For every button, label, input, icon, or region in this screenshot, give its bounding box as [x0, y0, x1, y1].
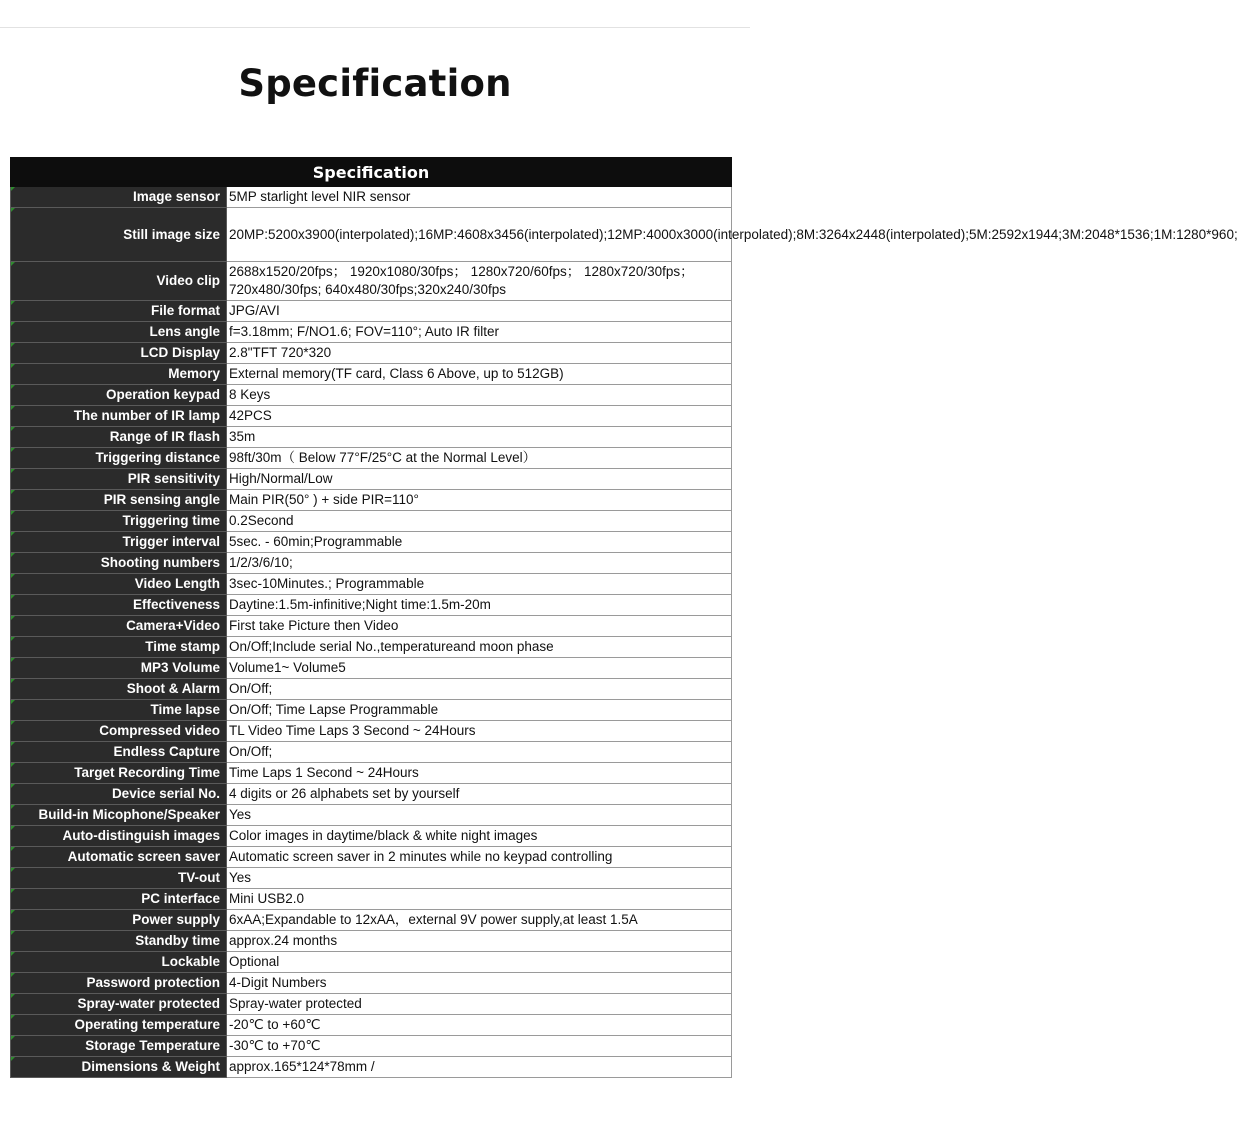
spec-label: Target Recording Time [11, 763, 227, 784]
spec-label: Image sensor [11, 187, 227, 208]
spec-label: Shooting numbers [11, 553, 227, 574]
spec-value: JPG/AVI [227, 301, 732, 322]
spec-value: On/Off; Time Lapse Programmable [227, 700, 732, 721]
spec-label: Effectiveness [11, 595, 227, 616]
spec-value: 35m [227, 427, 732, 448]
spec-value: Volume1~ Volume5 [227, 658, 732, 679]
spec-value: First take Picture then Video [227, 616, 732, 637]
spec-row [11, 490, 732, 511]
spec-label: Memory [11, 364, 227, 385]
page-title: Specification [238, 62, 512, 105]
spec-row [11, 385, 732, 406]
spec-row [11, 343, 732, 364]
spec-label: Camera+Video [11, 616, 227, 637]
spec-label: Time lapse [11, 700, 227, 721]
spec-value: Automatic screen saver in 2 minutes while no keypad controlling [227, 847, 732, 868]
spec-label: Build-in Micophone/Speaker [11, 805, 227, 826]
spec-label: Dimensions & Weight [11, 1057, 227, 1078]
spec-row [11, 364, 732, 385]
spec-label: Triggering distance [11, 448, 227, 469]
spec-label: Endless Capture [11, 742, 227, 763]
spec-row [11, 616, 732, 637]
spec-row [11, 847, 732, 868]
spec-value: 2688x1520/20fps； 1920x1080/30fps； 1280x720/60fps； 1280x720/30fps； 720x480/30fps; 640x480/30fps;320x240/30fps [227, 262, 732, 301]
spec-value: 6xAA;Expandable to 12xAA，external 9V power supply,at least 1.5A [227, 910, 732, 931]
spec-row [11, 595, 732, 616]
spec-value: 5MP starlight level NIR sensor [227, 187, 732, 208]
spec-value: Optional [227, 952, 732, 973]
spec-value: 0.2Second [227, 511, 732, 532]
spec-value: 4-Digit Numbers [227, 973, 732, 994]
spec-value: -30℃ to +70℃ [227, 1036, 732, 1057]
spec-row [11, 700, 732, 721]
spec-label: LCD Display [11, 343, 227, 364]
spec-value: Mini USB2.0 [227, 889, 732, 910]
spec-value: Yes [227, 868, 732, 889]
spec-row [11, 301, 732, 322]
spec-value: 42PCS [227, 406, 732, 427]
spec-row [11, 784, 732, 805]
spec-row [11, 1036, 732, 1057]
spec-label: Lens angle [11, 322, 227, 343]
spec-row [11, 511, 732, 532]
spec-row [11, 448, 732, 469]
spec-value: 20MP:5200x3900(interpolated);16MP:4608x3456(interpolated);12MP:4000x3000(interpolated);8M:3264x2448(interpolated);5M:2592x1944;3M:2048*1536;1M:1280*960; [227, 208, 732, 262]
spec-value: 98ft/30m（ Below 77°F/25°C at the Normal Level） [227, 448, 732, 469]
spec-value: f=3.18mm; F/NO1.6; FOV=110°; Auto IR filter [227, 322, 732, 343]
spec-label: Trigger interval [11, 532, 227, 553]
top-divider [0, 27, 750, 28]
spec-row [11, 208, 732, 262]
spec-row [11, 187, 732, 208]
spec-label: Operation keypad [11, 385, 227, 406]
spec-label: Device serial No. [11, 784, 227, 805]
spec-value: Yes [227, 805, 732, 826]
spec-value: On/Off;Include serial No.,temperatureand moon phase [227, 637, 732, 658]
spec-row [11, 574, 732, 595]
spec-row [11, 889, 732, 910]
spec-value: 1/2/3/6/10; [227, 553, 732, 574]
spec-label: Shoot & Alarm [11, 679, 227, 700]
spec-row [11, 868, 732, 889]
spec-label: PIR sensitivity [11, 469, 227, 490]
spec-row [11, 763, 732, 784]
spec-row [11, 637, 732, 658]
spec-value: On/Off; [227, 742, 732, 763]
spec-row [11, 532, 732, 553]
spec-row [11, 973, 732, 994]
spec-label: The number of IR lamp [11, 406, 227, 427]
spec-label: TV-out [11, 868, 227, 889]
spec-label: PC interface [11, 889, 227, 910]
spec-value: Daytine:1.5m-infinitive;Night time:1.5m-20m [227, 595, 732, 616]
spec-table [10, 157, 1238, 1078]
spec-value: 3sec-10Minutes.; Programmable [227, 574, 732, 595]
spec-row [11, 553, 732, 574]
spec-value: On/Off; [227, 679, 732, 700]
spec-value: TL Video Time Laps 3 Second ~ 24Hours [227, 721, 732, 742]
spec-row [11, 322, 732, 343]
spec-label: Storage Temperature [11, 1036, 227, 1057]
spec-value: Spray-water protected [227, 994, 732, 1015]
spec-label: Power supply [11, 910, 227, 931]
spec-value: 4 digits or 26 alphabets set by yourself [227, 784, 732, 805]
spec-row [11, 721, 732, 742]
spec-label: Lockable [11, 952, 227, 973]
spec-value: approx.165*124*78mm / [227, 1057, 732, 1078]
spec-table-header-row [11, 158, 732, 187]
spec-label: PIR sensing angle [11, 490, 227, 511]
spec-label: Range of IR flash [11, 427, 227, 448]
spec-value: Color images in daytime/black & white night images [227, 826, 732, 847]
spec-row [11, 742, 732, 763]
spec-label: Standby time [11, 931, 227, 952]
spec-row [11, 910, 732, 931]
spec-row [11, 805, 732, 826]
spec-label: Password protection [11, 973, 227, 994]
spec-value: 5sec. - 60min;Programmable [227, 532, 732, 553]
spec-row [11, 679, 732, 700]
spec-label: Still image size [11, 208, 227, 262]
spec-value: High/Normal/Low [227, 469, 732, 490]
spec-row [11, 952, 732, 973]
spec-row [11, 994, 732, 1015]
spec-label: Time stamp [11, 637, 227, 658]
spec-value: Main PIR(50° ) + side PIR=110° [227, 490, 732, 511]
spec-label: Automatic screen saver [11, 847, 227, 868]
spec-value: 2.8"TFT 720*320 [227, 343, 732, 364]
spec-row [11, 469, 732, 490]
spec-label: Compressed video [11, 721, 227, 742]
spec-value: Time Laps 1 Second ~ 24Hours [227, 763, 732, 784]
spec-value: -20℃ to +60℃ [227, 1015, 732, 1036]
spec-label: Video clip [11, 262, 227, 301]
spec-label: MP3 Volume [11, 658, 227, 679]
spec-label: File format [11, 301, 227, 322]
spec-label: Triggering time [11, 511, 227, 532]
spec-row [11, 406, 732, 427]
spec-label: Operating temperature [11, 1015, 227, 1036]
spec-row [11, 826, 732, 847]
spec-row [11, 262, 732, 301]
spec-value: External memory(TF card, Class 6 Above, up to 512GB) [227, 364, 732, 385]
spec-label: Video Length [11, 574, 227, 595]
spec-row [11, 931, 732, 952]
spec-row [11, 658, 732, 679]
spec-value: approx.24 months [227, 931, 732, 952]
spec-row [11, 427, 732, 448]
spec-row [11, 1015, 732, 1036]
spec-label: Auto-distinguish images [11, 826, 227, 847]
spec-label: Spray-water protected [11, 994, 227, 1015]
spec-table-body [11, 187, 1238, 1078]
spec-row [11, 1057, 732, 1078]
spec-value: 8 Keys [227, 385, 732, 406]
spec-table-header: Specification [11, 158, 732, 187]
